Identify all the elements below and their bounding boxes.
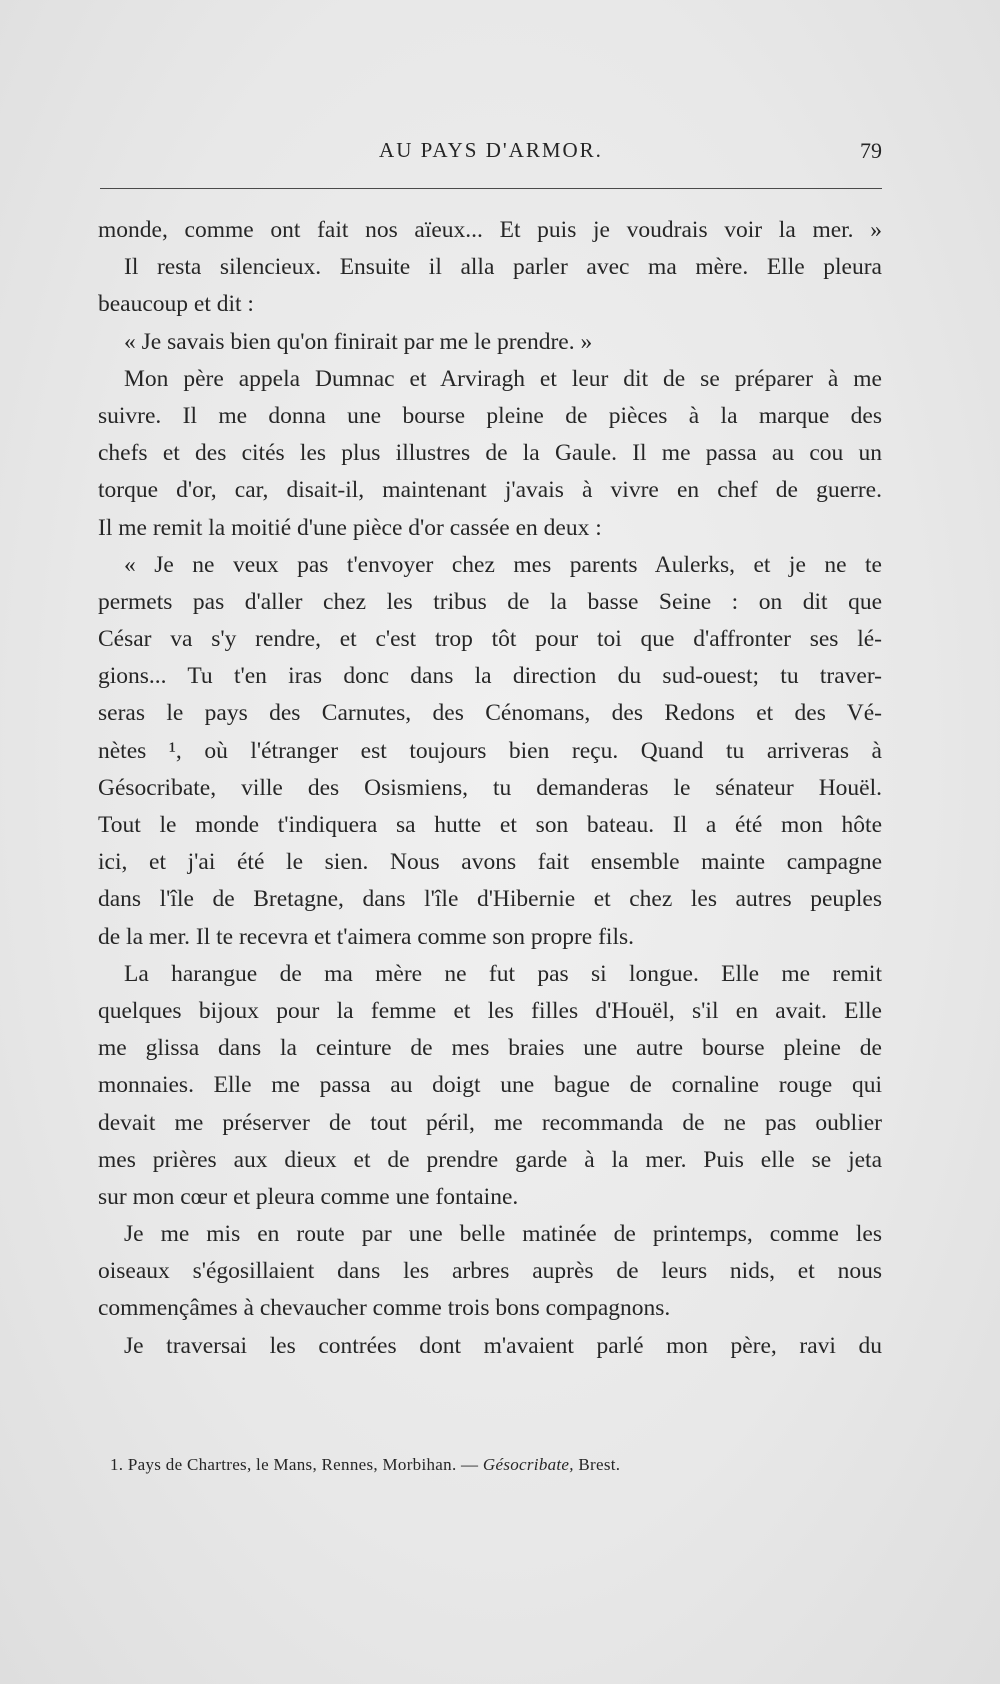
text-line: commençâmes à chevaucher comme trois bons compagnons. [98,1295,671,1322]
text-line: quelques bijoux pour la femme et les filles d'Houël, s'il en avait. Elle [98,997,882,1024]
footnote [110,1455,810,1475]
text-line: Je traversai les contrées dont m'avaient parlé mon père, ravi du [124,1332,882,1359]
text-line: seras le pays des Carnutes, des Cénomans, des Redons et des Vé- [98,700,882,727]
running-title: AU PAYS D'ARMOR. [379,138,603,162]
text-line: torque d'or, car, disait-il, maintenant j'avais à vivre en chef de guerre. [98,477,882,504]
text-line: gions... Tu t'en iras donc dans la direction du sud-ouest; tu traver- [98,663,882,690]
text-line: « Je savais bien qu'on finirait par me le prendre. » [124,328,593,355]
text-line: de la mer. Il te recevra et t'aimera comme son propre fils. [98,923,635,950]
running-head [100,138,882,168]
text-line: suivre. Il me donna une bourse pleine de pièces à la marque des [98,402,882,429]
text-line: nètes ¹, où l'étranger est toujours bien reçu. Quand tu arriveras à [98,737,882,764]
text-line: Je me mis en route par une belle matinée de printemps, comme les [124,1221,882,1248]
text-line: monnaies. Elle me passa au doigt une bague de cornaline rouge qui [98,1072,882,1099]
text-line: monde, comme ont fait nos aïeux... Et puis je voudrais voir la mer. » [98,217,882,243]
text-line: Mon père appela Dumnac et Arviragh et leur dit de se préparer à me [124,365,882,392]
text-line: Il resta silencieux. Ensuite il alla parler avec ma mère. Elle pleura [124,254,882,281]
text-line: me glissa dans la ceinture de mes braies une autre bourse pleine de [98,1035,882,1062]
header-rule [100,188,882,189]
text-line: Gésocribate, ville des Osismiens, tu demanderas le sénateur Houël. [98,774,882,801]
text-line: oiseaux s'égosillaient dans les arbres auprès de leurs nids, et nous [98,1258,882,1285]
body-text [98,212,882,1365]
text-line: ici, et j'ai été le sien. Nous avons fait ensemble mainte campagne [98,849,882,876]
text-line: permets pas d'aller chez les tribus de la basse Seine : on dit que [98,588,882,615]
page-number: 79 [860,138,882,163]
text-line: chefs et des cités les plus illustres de la Gaule. Il me passa au cou un [98,440,882,467]
text-line: « Je ne veux pas t'envoyer chez mes parents Aulerks, et je ne te [124,551,882,578]
footnote-tail: Brest. [573,1455,621,1474]
text-line: Il me remit la moitié d'une pièce d'or cassée en deux : [98,514,602,541]
footnote-text: 1. Pays de Chartres, le Mans, Rennes, Morbihan. — [110,1455,483,1474]
text-line: devait me préserver de tout péril, me recommanda de ne pas oublier [98,1109,882,1136]
text-line: mes prières aux dieux et de prendre garde à la mer. Puis elle se jeta [98,1146,882,1173]
text-line: dans l'île de Bretagne, dans l'île d'Hibernie et chez les autres peuples [98,886,882,913]
text-line: La harangue de ma mère ne fut pas si longue. Elle me remit [124,960,882,987]
text-line: beaucoup et dit : [98,291,254,318]
text-line: Tout le monde t'indiquera sa hutte et son bateau. Il a été mon hôte [98,812,882,838]
text-line: César va s'y rendre, et c'est trop tôt pour toi que d'affronter ses lé- [98,626,882,653]
text-line: sur mon cœur et pleura comme une fontaine. [98,1183,519,1210]
footnote-italic: Gésocribate, [482,1455,574,1474]
